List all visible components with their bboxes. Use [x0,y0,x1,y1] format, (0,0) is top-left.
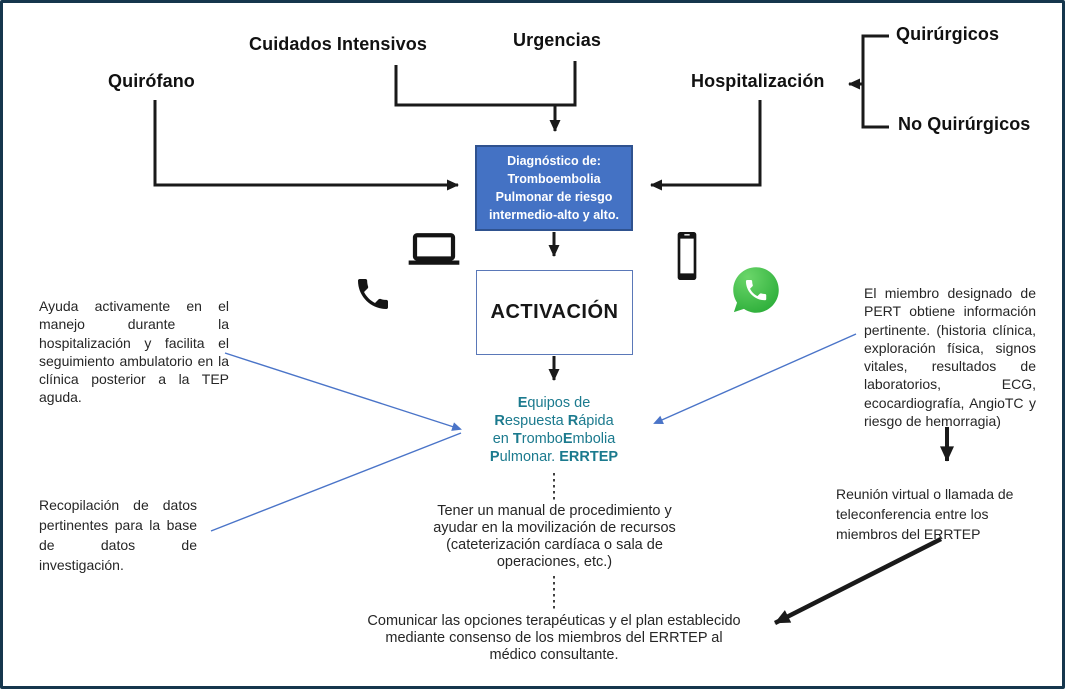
label-hospitalizacion: Hospitalización [691,71,825,91]
note-manual: Tener un manual de procedimiento y ayudar en la movilización de recursos (cateterización cardíaca o sala de operaciones, etc.) [433,503,676,570]
errtep-line: en TromboEmbolia [492,431,616,447]
errtep-line: Respuesta Rápida [494,413,614,429]
diagnostico-line: intermedio-alto y alto. [489,208,619,222]
line-miembro-to-errtep [655,334,856,423]
note-ayuda: Ayuda activamente en el manejo durante la hospitalización y facilita el seguimiento ambulatorio en la clínica posterior a la TEP aguda. [39,298,229,406]
arrow-hospitalizacion-to-diagnostico [651,100,760,185]
line-recopilacion-to-errtep [211,433,461,531]
label-quirurgicos: Quirúrgicos [896,24,1000,44]
diagnostico-line: Tromboembolia [507,172,601,186]
diagnostico-line: Diagnóstico de: [507,154,601,168]
label-quirofano: Quirófano [108,71,195,91]
bracket-quirurgicos [863,36,889,127]
arrow-quirofano-to-diagnostico [155,100,458,185]
note-comunicar: Comunicar las opciones terapéuticas y el plan establecido mediante consenso de los miembros del ERRTEP al médico consultante. [367,613,741,663]
activacion-box [476,270,633,355]
line-ayuda-to-errtep [225,353,460,429]
laptop-icon [407,231,461,269]
label-no-quirurgicos: No Quirúrgicos [898,114,1031,134]
note-reunion: Reunión virtual o llamada de teleconferencia entre los miembros del ERRTEP [836,486,1014,542]
errtep-line: Equipos de [517,395,591,411]
note-miembro: El miembro designado de PERT obtiene información pertinente. (historia clínica, exploración física, signos vitales, resultados de laboratorios, ECG, ecocardiografía, AngioTC y riesgo de hemorragia) [864,285,1036,430]
whatsapp-icon [730,264,782,316]
bracket-cuidados-urgencias [396,61,575,105]
activacion-label: ACTIVACIÓN [490,301,619,323]
smartphone-icon [671,231,703,281]
errtep-title [443,394,665,466]
arrow-reunion-to-comunicar [775,539,941,623]
diagnostico-box [475,145,633,231]
label-cuidados-intensivos: Cuidados Intensivos [249,34,427,54]
note-recopilacion: Recopilación de datos pertinentes para la base de datos de investigación. [39,497,197,573]
phone-icon [353,274,393,314]
diagnostico-line: Pulmonar de riesgo [495,190,613,204]
label-urgencias: Urgencias [513,30,601,50]
errtep-line: Pulmonar. ERRTEP [489,449,619,465]
